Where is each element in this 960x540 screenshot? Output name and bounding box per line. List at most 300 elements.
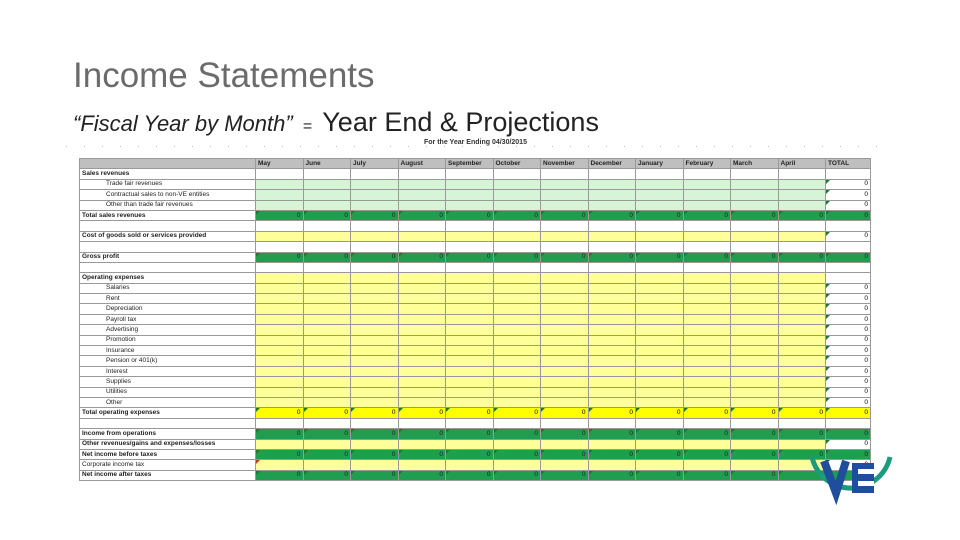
total-cell[interactable] [826,169,871,179]
value-cell[interactable] [493,221,541,231]
value-cell[interactable]: 0 [351,408,399,418]
value-cell[interactable] [493,439,541,449]
value-cell[interactable] [731,294,779,304]
value-cell[interactable] [303,366,351,376]
row-label[interactable]: Other [80,397,256,407]
value-cell[interactable] [731,397,779,407]
total-cell[interactable]: 0 [826,179,871,189]
value-cell[interactable] [683,335,731,345]
value-cell[interactable]: 0 [683,429,731,439]
value-cell[interactable] [636,262,684,272]
month-header-july[interactable]: July [351,159,399,169]
value-cell[interactable] [256,273,304,283]
value-cell[interactable] [256,221,304,231]
value-cell[interactable] [588,397,636,407]
value-cell[interactable]: 0 [303,210,351,220]
value-cell[interactable] [256,262,304,272]
value-cell[interactable] [541,325,589,335]
value-cell[interactable] [493,418,541,428]
value-cell[interactable] [588,231,636,241]
value-cell[interactable] [446,377,494,387]
value-cell[interactable] [541,397,589,407]
month-header-september[interactable]: September [446,159,494,169]
value-cell[interactable] [636,397,684,407]
value-cell[interactable]: 0 [398,429,446,439]
month-header-march[interactable]: March [731,159,779,169]
value-cell[interactable] [541,221,589,231]
value-cell[interactable] [683,439,731,449]
value-cell[interactable] [303,377,351,387]
value-cell[interactable]: 0 [778,429,826,439]
value-cell[interactable]: 0 [683,252,731,262]
value-cell[interactable] [636,314,684,324]
value-cell[interactable] [256,346,304,356]
value-cell[interactable] [398,242,446,252]
value-cell[interactable] [256,439,304,449]
value-cell[interactable]: 0 [731,449,779,459]
value-cell[interactable] [731,314,779,324]
value-cell[interactable]: 0 [731,252,779,262]
value-cell[interactable]: 0 [588,449,636,459]
value-cell[interactable] [351,200,399,210]
value-cell[interactable] [588,273,636,283]
value-cell[interactable] [778,439,826,449]
value-cell[interactable] [398,335,446,345]
value-cell[interactable] [636,418,684,428]
value-cell[interactable] [731,221,779,231]
value-cell[interactable] [256,377,304,387]
value-cell[interactable] [256,356,304,366]
value-cell[interactable] [351,221,399,231]
row-label[interactable]: Insurance [80,346,256,356]
value-cell[interactable]: 0 [636,429,684,439]
value-cell[interactable] [731,460,779,470]
value-cell[interactable] [541,179,589,189]
row-label[interactable]: Income from operations [80,429,256,439]
month-header-december[interactable]: December [588,159,636,169]
value-cell[interactable] [731,377,779,387]
row-label[interactable]: Advertising [80,325,256,335]
value-cell[interactable] [398,221,446,231]
value-cell[interactable] [588,294,636,304]
value-cell[interactable] [683,200,731,210]
value-cell[interactable] [731,346,779,356]
value-cell[interactable] [778,231,826,241]
value-cell[interactable] [256,460,304,470]
value-cell[interactable] [493,335,541,345]
value-cell[interactable] [683,221,731,231]
value-cell[interactable] [303,221,351,231]
value-cell[interactable] [778,273,826,283]
value-cell[interactable] [588,314,636,324]
value-cell[interactable] [493,294,541,304]
value-cell[interactable]: 0 [493,449,541,459]
row-label[interactable]: Total sales revenues [80,210,256,220]
value-cell[interactable]: 0 [731,210,779,220]
value-cell[interactable]: 0 [636,252,684,262]
value-cell[interactable] [588,439,636,449]
value-cell[interactable] [683,294,731,304]
value-cell[interactable] [636,200,684,210]
value-cell[interactable] [683,325,731,335]
value-cell[interactable]: 0 [683,210,731,220]
value-cell[interactable] [351,397,399,407]
month-header-january[interactable]: January [636,159,684,169]
value-cell[interactable] [398,387,446,397]
value-cell[interactable] [446,190,494,200]
total-cell[interactable]: 0 [826,429,871,439]
value-cell[interactable]: 0 [778,252,826,262]
total-cell[interactable]: 0 [826,387,871,397]
value-cell[interactable] [541,387,589,397]
value-cell[interactable] [446,325,494,335]
value-cell[interactable]: 0 [303,252,351,262]
value-cell[interactable] [778,221,826,231]
value-cell[interactable] [778,262,826,272]
value-cell[interactable] [683,169,731,179]
total-cell[interactable] [826,273,871,283]
value-cell[interactable] [683,242,731,252]
value-cell[interactable] [683,356,731,366]
value-cell[interactable] [683,387,731,397]
value-cell[interactable] [731,418,779,428]
value-cell[interactable]: 0 [541,210,589,220]
value-cell[interactable]: 0 [303,470,351,480]
value-cell[interactable] [493,346,541,356]
value-cell[interactable] [446,294,494,304]
value-cell[interactable] [683,460,731,470]
value-cell[interactable] [731,439,779,449]
value-cell[interactable] [731,262,779,272]
value-cell[interactable] [588,221,636,231]
value-cell[interactable]: 0 [493,252,541,262]
value-cell[interactable] [778,377,826,387]
row-label[interactable] [80,221,256,231]
value-cell[interactable]: 0 [778,470,826,480]
value-cell[interactable] [446,273,494,283]
row-label[interactable]: Supplies [80,377,256,387]
value-cell[interactable] [398,169,446,179]
value-cell[interactable] [683,179,731,189]
value-cell[interactable] [398,418,446,428]
value-cell[interactable] [303,242,351,252]
value-cell[interactable] [731,283,779,293]
value-cell[interactable] [351,366,399,376]
value-cell[interactable] [398,377,446,387]
value-cell[interactable]: 0 [493,210,541,220]
total-cell[interactable] [826,418,871,428]
value-cell[interactable] [636,335,684,345]
value-cell[interactable] [541,200,589,210]
value-cell[interactable] [398,304,446,314]
value-cell[interactable] [351,460,399,470]
value-cell[interactable] [636,273,684,283]
value-cell[interactable] [731,169,779,179]
value-cell[interactable] [683,346,731,356]
value-cell[interactable]: 0 [446,429,494,439]
value-cell[interactable] [303,346,351,356]
value-cell[interactable]: 0 [636,470,684,480]
value-cell[interactable]: 0 [446,449,494,459]
value-cell[interactable] [731,242,779,252]
value-cell[interactable] [446,231,494,241]
value-cell[interactable] [636,179,684,189]
value-cell[interactable]: 0 [683,449,731,459]
row-label[interactable]: Pension or 401(k) [80,356,256,366]
value-cell[interactable] [636,356,684,366]
value-cell[interactable] [493,242,541,252]
value-cell[interactable] [778,366,826,376]
value-cell[interactable]: 0 [588,210,636,220]
value-cell[interactable] [256,304,304,314]
value-cell[interactable] [731,179,779,189]
row-label[interactable]: Contractual sales to non-VE entities [80,190,256,200]
row-label[interactable] [80,418,256,428]
total-cell[interactable]: 0 [826,252,871,262]
value-cell[interactable] [778,325,826,335]
value-cell[interactable] [588,346,636,356]
value-cell[interactable] [256,283,304,293]
value-cell[interactable] [303,283,351,293]
value-cell[interactable] [446,397,494,407]
total-cell[interactable]: 0 [826,190,871,200]
value-cell[interactable]: 0 [446,470,494,480]
value-cell[interactable] [493,179,541,189]
value-cell[interactable] [636,231,684,241]
value-cell[interactable] [256,366,304,376]
value-cell[interactable] [588,377,636,387]
value-cell[interactable] [636,387,684,397]
row-label[interactable]: Salaries [80,283,256,293]
total-cell[interactable]: 0 [826,366,871,376]
value-cell[interactable] [731,387,779,397]
value-cell[interactable] [541,231,589,241]
value-cell[interactable] [398,346,446,356]
value-cell[interactable] [683,231,731,241]
value-cell[interactable] [493,325,541,335]
value-cell[interactable] [303,397,351,407]
value-cell[interactable] [636,439,684,449]
value-cell[interactable] [446,242,494,252]
value-cell[interactable] [303,294,351,304]
value-cell[interactable] [778,314,826,324]
value-cell[interactable] [683,190,731,200]
value-cell[interactable] [493,273,541,283]
value-cell[interactable] [398,314,446,324]
value-cell[interactable] [398,262,446,272]
value-cell[interactable] [731,325,779,335]
value-cell[interactable]: 0 [636,408,684,418]
value-cell[interactable] [398,460,446,470]
month-header-june[interactable]: June [303,159,351,169]
value-cell[interactable] [256,335,304,345]
value-cell[interactable] [683,314,731,324]
value-cell[interactable] [588,190,636,200]
total-cell[interactable]: 0 [826,294,871,304]
value-cell[interactable] [398,294,446,304]
value-cell[interactable] [636,283,684,293]
value-cell[interactable] [398,356,446,366]
value-cell[interactable] [541,283,589,293]
value-cell[interactable] [493,304,541,314]
value-cell[interactable] [493,366,541,376]
value-cell[interactable] [493,314,541,324]
value-cell[interactable] [636,325,684,335]
value-cell[interactable] [778,387,826,397]
value-cell[interactable] [256,418,304,428]
month-header-may[interactable]: May [256,159,304,169]
value-cell[interactable]: 0 [303,449,351,459]
value-cell[interactable] [588,460,636,470]
value-cell[interactable] [398,397,446,407]
value-cell[interactable]: 0 [778,210,826,220]
value-cell[interactable] [303,387,351,397]
value-cell[interactable] [446,262,494,272]
value-cell[interactable] [351,273,399,283]
value-cell[interactable] [446,283,494,293]
value-cell[interactable] [493,200,541,210]
value-cell[interactable] [778,346,826,356]
value-cell[interactable] [588,169,636,179]
row-label[interactable]: Net income before taxes [80,449,256,459]
value-cell[interactable] [303,460,351,470]
value-cell[interactable] [588,242,636,252]
value-cell[interactable]: 0 [541,470,589,480]
value-cell[interactable] [636,242,684,252]
value-cell[interactable]: 0 [683,470,731,480]
month-header-february[interactable]: February [683,159,731,169]
value-cell[interactable] [446,356,494,366]
value-cell[interactable]: 0 [636,449,684,459]
value-cell[interactable]: 0 [588,252,636,262]
value-cell[interactable] [636,190,684,200]
value-cell[interactable] [683,283,731,293]
total-cell[interactable]: 0 [826,408,871,418]
value-cell[interactable] [303,314,351,324]
row-label[interactable]: Depreciation [80,304,256,314]
row-label[interactable]: Other than trade fair revenues [80,200,256,210]
value-cell[interactable] [446,346,494,356]
total-cell[interactable] [826,221,871,231]
value-cell[interactable]: 0 [731,429,779,439]
value-cell[interactable] [351,242,399,252]
value-cell[interactable] [256,190,304,200]
value-cell[interactable] [588,387,636,397]
value-cell[interactable] [588,200,636,210]
value-cell[interactable] [493,190,541,200]
value-cell[interactable] [588,366,636,376]
value-cell[interactable] [351,262,399,272]
value-cell[interactable] [398,200,446,210]
value-cell[interactable] [683,377,731,387]
value-cell[interactable] [541,190,589,200]
value-cell[interactable] [398,231,446,241]
total-cell[interactable]: 0 [826,200,871,210]
total-cell[interactable]: 0 [826,356,871,366]
value-cell[interactable] [303,190,351,200]
value-cell[interactable] [683,262,731,272]
value-cell[interactable] [303,356,351,366]
value-cell[interactable] [256,397,304,407]
value-cell[interactable] [351,314,399,324]
value-cell[interactable]: 0 [303,408,351,418]
row-label[interactable]: Sales revenues [80,169,256,179]
total-cell[interactable]: 0 [826,335,871,345]
value-cell[interactable] [351,346,399,356]
value-cell[interactable] [541,304,589,314]
value-cell[interactable] [351,190,399,200]
value-cell[interactable] [778,335,826,345]
value-cell[interactable]: 0 [398,210,446,220]
value-cell[interactable] [731,335,779,345]
value-cell[interactable] [588,304,636,314]
total-cell[interactable]: 0 [826,397,871,407]
value-cell[interactable] [636,221,684,231]
value-cell[interactable] [351,179,399,189]
value-cell[interactable] [351,231,399,241]
total-cell[interactable]: 0 [826,449,871,459]
value-cell[interactable]: 0 [778,449,826,459]
total-cell[interactable] [826,262,871,272]
value-cell[interactable]: 0 [493,408,541,418]
value-cell[interactable] [636,377,684,387]
value-cell[interactable]: 0 [351,252,399,262]
value-cell[interactable] [778,294,826,304]
value-cell[interactable] [778,190,826,200]
value-cell[interactable] [446,387,494,397]
value-cell[interactable] [493,283,541,293]
value-cell[interactable] [588,335,636,345]
value-cell[interactable] [446,439,494,449]
value-cell[interactable] [446,179,494,189]
value-cell[interactable] [398,190,446,200]
value-cell[interactable]: 0 [398,449,446,459]
value-cell[interactable] [493,231,541,241]
value-cell[interactable] [493,397,541,407]
value-cell[interactable] [588,262,636,272]
value-cell[interactable] [351,377,399,387]
value-cell[interactable] [731,273,779,283]
value-cell[interactable] [778,169,826,179]
value-cell[interactable] [398,273,446,283]
value-cell[interactable] [493,169,541,179]
total-header[interactable]: TOTAL [826,159,871,169]
value-cell[interactable] [636,460,684,470]
value-cell[interactable] [351,294,399,304]
value-cell[interactable]: 0 [588,470,636,480]
value-cell[interactable]: 0 [351,470,399,480]
value-cell[interactable]: 0 [588,408,636,418]
value-cell[interactable] [446,366,494,376]
value-cell[interactable] [493,262,541,272]
value-cell[interactable]: 0 [351,429,399,439]
value-cell[interactable] [541,273,589,283]
total-cell[interactable]: 0 [826,346,871,356]
value-cell[interactable] [446,460,494,470]
value-cell[interactable] [303,304,351,314]
header-label-cell[interactable] [80,159,256,169]
value-cell[interactable] [778,356,826,366]
value-cell[interactable]: 0 [778,408,826,418]
value-cell[interactable] [446,200,494,210]
value-cell[interactable] [683,397,731,407]
total-cell[interactable]: 0 [826,325,871,335]
value-cell[interactable]: 0 [256,408,304,418]
value-cell[interactable] [446,314,494,324]
row-label[interactable]: Gross profit [80,252,256,262]
value-cell[interactable] [398,325,446,335]
value-cell[interactable] [256,325,304,335]
